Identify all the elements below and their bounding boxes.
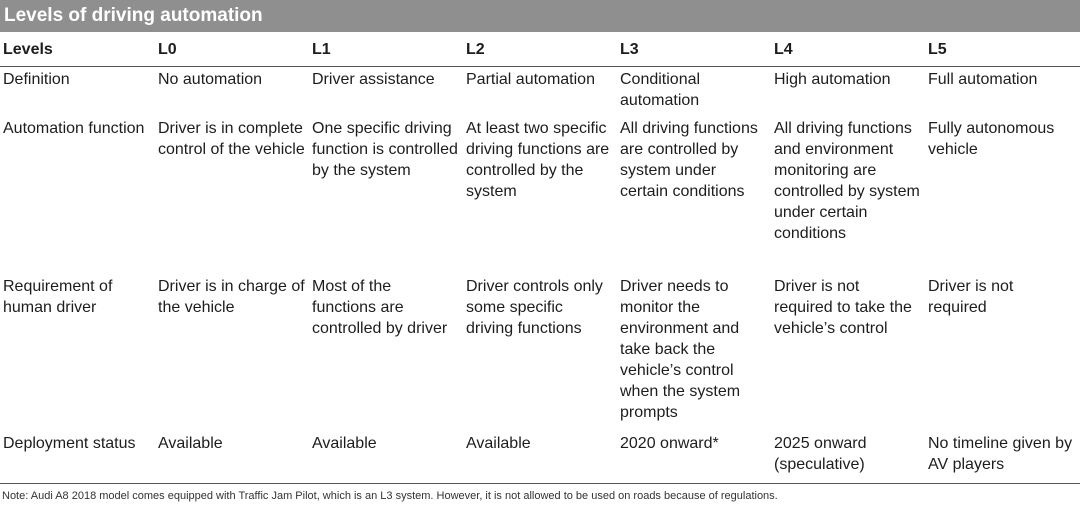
row-label-automation-function: Automation function: [3, 120, 145, 137]
cell-function-l1: One specific driving function is controlled by the system: [312, 120, 458, 179]
table-row: [0, 433, 1080, 483]
header-l0: L0: [155, 32, 309, 66]
cell-requirement-l4: Driver is not required to take the vehicle’s control: [774, 278, 912, 337]
header-l5: L5: [925, 32, 1080, 66]
cell-definition-l0: No automation: [158, 70, 263, 88]
header-row: [0, 32, 1080, 66]
table-row: [0, 118, 1080, 276]
cell-requirement-l1: Most of the functions are controlled by driver: [312, 278, 448, 337]
table-row: [0, 276, 1080, 433]
cell-deployment-l1: Available: [309, 433, 463, 483]
cell-definition-l3: Conditional automation: [620, 70, 701, 109]
cell-deployment-l4: 2025 onward (speculative): [771, 433, 925, 483]
row-label-definition: Definition: [3, 70, 70, 88]
header-l4: L4: [771, 32, 925, 66]
cell-definition-l1: Driver assistance: [312, 70, 435, 88]
cell-function-l4: All driving functions and environment monitoring are controlled by system under certain conditions: [774, 120, 920, 242]
cell-function-l5: Fully autonomous vehicle: [928, 120, 1055, 158]
cell-deployment-l0: Available: [155, 433, 309, 483]
cell-deployment-l2: Available: [463, 433, 617, 483]
cell-requirement-l0: Driver is in charge of the vehicle: [158, 278, 305, 316]
header-l1: L1: [309, 32, 463, 66]
cell-definition-l4: High automation: [774, 70, 891, 88]
cell-function-l3: All driving functions are controlled by system under certain conditions: [620, 120, 758, 200]
row-label-requirement: Requirement of human driver: [3, 278, 113, 316]
table-title: Levels of driving automation: [0, 0, 1080, 32]
cell-deployment-l3: 2020 onward*: [617, 433, 771, 483]
cell-requirement-l5: Driver is not required: [928, 278, 1014, 316]
cell-requirement-l3: Driver needs to monitor the environment and take back the vehicle’s control when the system prompts: [620, 278, 741, 421]
cell-function-l0: Driver is in complete control of the vehicle: [158, 120, 305, 158]
cell-deployment-l5: No timeline given by AV players: [925, 433, 1080, 483]
header-l2: L2: [463, 32, 617, 66]
row-label-deployment: Deployment status: [0, 433, 155, 483]
cell-requirement-l2: Driver controls only some specific driving functions: [466, 278, 603, 337]
footnote: Note: Audi A8 2018 model comes equipped with Traffic Jam Pilot, which is an L3 system. However, it is not allowed to be used on roads because of regulations.: [2, 490, 778, 502]
table-row: [0, 66, 1080, 118]
cell-definition-l5: Full automation: [928, 70, 1038, 88]
cell-definition-l2: Partial automation: [466, 70, 595, 88]
header-l3: L3: [617, 32, 771, 66]
cell-function-l2: At least two specific driving functions are controlled by the system: [466, 120, 610, 200]
header-levels: Levels: [0, 32, 155, 66]
automation-levels-table: [0, 32, 1080, 484]
